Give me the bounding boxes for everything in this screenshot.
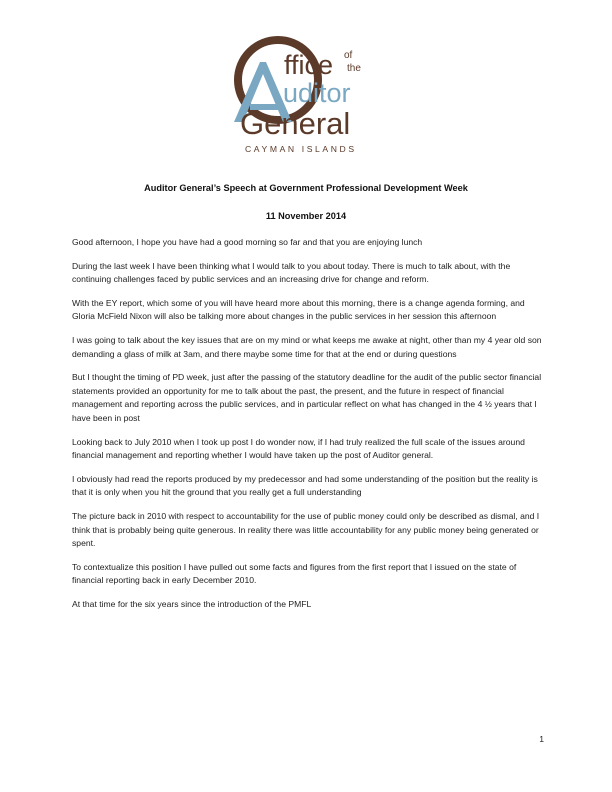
document-date: 11 November 2014: [265, 211, 347, 221]
logo-graphic: [226, 30, 376, 160]
paragraph: At that time for the six years since the introduction of the PMFL: [72, 598, 312, 609]
logo-text-cayman-islands: CAYMAN ISLANDS: [245, 144, 357, 154]
paragraph: Good afternoon, I hope you have had a good morning so far and that you are enjoying lunch: [72, 237, 423, 247]
paragraph: I obviously had read the reports produced by my predecessor and had some understanding of the position but the reality is that it is only when you hit the ground that you really get a full understanding: [72, 473, 538, 498]
document-title: Auditor General’s Speech at Government Professional Development Week: [144, 183, 468, 193]
paragraph: During the last week I have been thinking what I would talk to you about today. There is much to talk about, with the continuing challenges faced by public services and an increasing drive for change and reform.: [72, 260, 511, 285]
paragraph: I was going to talk about the key issues that are on my mind or what keeps me awake at night, other than my 4 year old son demanding a glass of milk at 3am, and there maybe some time for that at the end or during questions: [72, 334, 542, 359]
paragraph: The picture back in 2010 with respect to accountability for the use of public money could only be described as dismal, and I think that is probably being quite generous. In reality there was little accountability for any public money being generated or spent.: [72, 510, 540, 549]
logo-text-auditor: uditor: [283, 78, 351, 108]
speech-body: [72, 236, 544, 621]
paragraph: But I thought the timing of PD week, just after the passing of the statutory deadline for the audit of the public sector financial statements provided an opportunity for me to talk about the past, the present, and the future in respect of financial management and reporting across the public services, and in particular reflect on what has changed in the 4 ½ years that I have been in post: [72, 372, 542, 423]
paragraph: Looking back to July 2010 when I took up post I do wonder now, if I had truly realized the full scale of the issues around financial management and reporting whether I would have taken up the post of Auditor general.: [72, 436, 525, 461]
logo-text-of: of: [344, 50, 353, 61]
logo-text-the: the: [347, 63, 361, 74]
office-of-the-auditor-general-logo: [226, 30, 376, 160]
logo-text-office: ffice: [284, 50, 334, 80]
paragraph: To contextualize this position I have pulled out some facts and figures from the first report that I issued on the state of financial reporting back in early December 2010.: [72, 561, 517, 586]
page-number: 1: [539, 734, 544, 744]
paragraph: With the EY report, which some of you will have heard more about this morning, there is a change agenda forming, and Gloria McField Nixon will also be talking more about changes in the public services in her session this afternoon: [72, 297, 525, 322]
logo-text-general: General: [240, 106, 351, 141]
